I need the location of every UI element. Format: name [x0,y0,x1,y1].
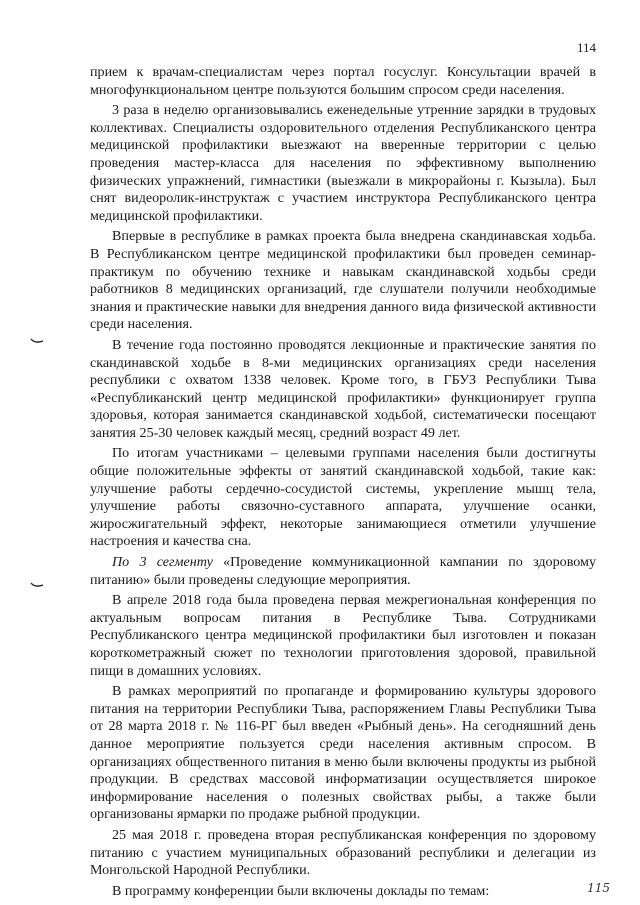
paragraph: прием к врачам-специалистам через портал госуслуг. Консультации врачей в многофункциональном центре пользуются большим спросом среди населения. [90,64,596,98]
paragraph: В течение года постоянно проводятся лекционные и практические занятия по скандинавской ходьбе в 8-ми медицинских организациях среди населения республики с охватом 1338 человек. Кроме того, в ГБУЗ Республики Тыва «Республиканский центр медицинской профилактики» функционирует группа здоровья, которая занимается скандинавской ходьбой, систематически посещают занятия 25-30 человек каждый месяц, средний возраст 49 лет. [90,336,596,441]
paragraph: В рамках мероприятий по пропаганде и формированию культуры здорового питания на территории Республики Тыва, распоряжением Главы Республики Тыва от 28 марта 2018 г. № 116-РГ был введен «Рыбный день». На сегодняшний день данное мероприятие пользуется среди населения активным спросом. В организациях общественного питания в меню были включены продукты из рыбной продукции. В средствах массовой информатизации осуществляется широкое информирование населения о полезных свойствах рыбы, а также были организованы ярмарки по продаже рыбной продукции. [90,683,596,823]
handwritten-page-number: 115 [587,881,610,895]
document-body [90,64,596,903]
margin-check-mark [30,337,44,345]
margin-check-mark [30,581,44,589]
paragraph: В апреле 2018 года была проведена первая межрегиональная конференция по актуальным вопросам питания в Республике Тыва. Сотрудниками Республиканского центра медицинской профилактики был изготовлен и показан короткометражный сюжет по технологии приготовления здоровой, правильной пищи в домашних условиях. [90,592,596,679]
paragraph: Впервые в республике в рамках проекта была внедрена скандинавская ходьба. В Республиканском центре медицинской профилактики был проведен семинар-практикум по обучению технике и навыкам скандинавской ходьбы среди работников 8 медицинских организаций, где слушатели получили необходимые знания и практические навыки для внедрения данного вида физической активности среди населения. [90,228,596,333]
paragraph: 3 раза в неделю организовывались еженедельные утренние зарядки в трудовых коллективах. Специалисты оздоровительного отделения Республиканского центра медицинской профилактики выезжают на вверенные территории с целью проведения мастер-класса для населения по эффективному выполнению физических упражнений, гимнастики (выезжали в микрорайоны г. Кызыла). Был снят видеоролик-инструктаж с участием инструктора Республиканского центра медицинской профилактики. [90,102,596,224]
paragraph: 25 мая 2018 г. проведена вторая республиканская конференция по здоровому питанию с участием муниципальных образований республики и делегации из Монгольской Народной Республики. [90,826,596,879]
segment-label: По 3 сегменту [112,554,213,571]
segment-text: «Проведение коммуникационной кампании по здоровому питанию» были проведены следующие мероприятия. [90,554,596,588]
paragraph: В программу конференции были включены доклады по темам: [112,882,490,899]
page-number: 114 [576,40,596,55]
segment-paragraph [90,554,596,589]
paragraph: По итогам участниками – целевыми группами населения были достигнуты общие положительные эффекты от занятий скандинавской ходьбой, такие как: улучшение работы сердечно-сосудистой системы, укрепление мышц тела, улучшение работы связочно-суставного аппарата, улучшение осанки, жиросжигательный эффект, некоторые занимающиеся отметили улучшение настроения и качества сна. [90,445,596,550]
